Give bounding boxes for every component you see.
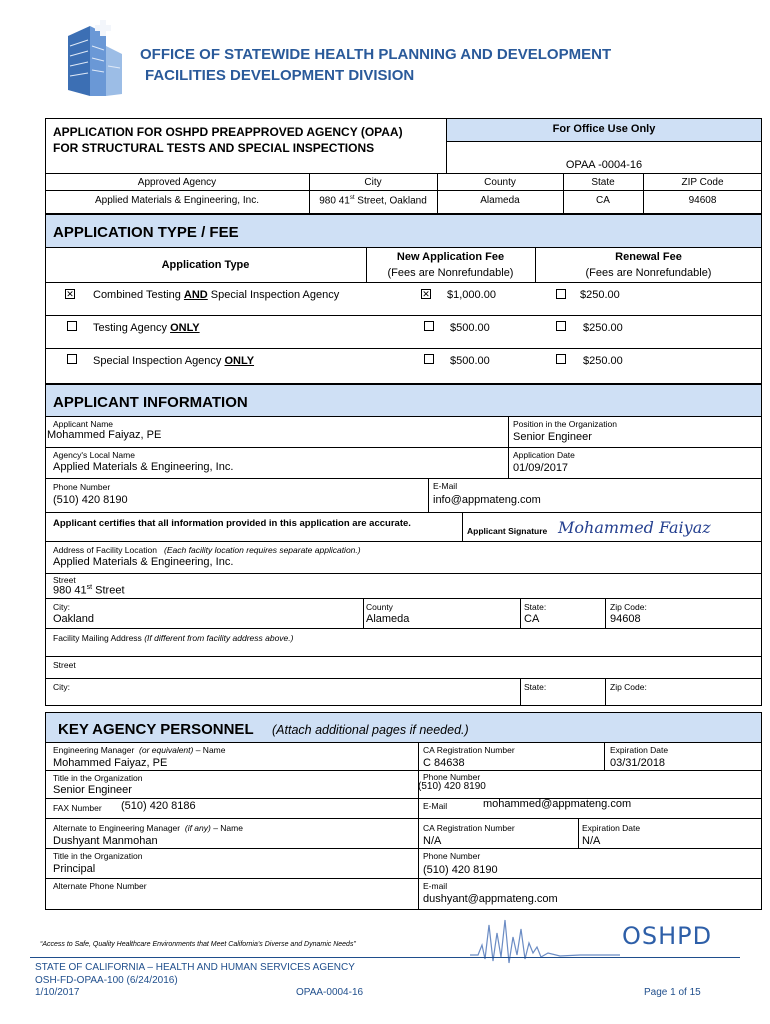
combined-type-checkbox[interactable]: ✕ [66,289,74,299]
header-line-2: FACILITIES DEVELOPMENT DIVISION [145,67,415,84]
position-label: Position in the Organization [513,419,617,429]
city-label: City: [53,602,70,612]
header-line-1: OFFICE OF STATEWIDE HEALTH PLANNING AND DEVELOPMENT [140,46,612,63]
special-renew-checkbox[interactable] [556,354,566,364]
app-type-header: Application Type [161,259,250,271]
special-new-checkbox[interactable] [424,354,434,364]
col-state: State [591,177,615,188]
office-use-header: For Office Use Only [447,119,761,141]
oshpd-building-logo [60,16,130,98]
testing-type-label: Testing Agency ONLY [93,322,200,334]
special-new-fee: $500.00 [450,355,490,367]
alternate-name-field[interactable]: Dushyant Manmohan [53,835,158,847]
alt-email-label: E-mail [423,881,448,891]
application-date-field[interactable]: 01/09/2017 [513,462,569,474]
alt-title-label: Title in the Organization [53,851,143,861]
col-approved-agency: Approved Agency [137,177,217,188]
footer-opaa: OPAA-0004-16 [296,987,364,998]
footer-agency: STATE OF CALIFORNIA – HEALTH AND HUMAN SERVICES AGENCY [35,962,355,973]
renewal-fee-header: Renewal Fee [615,251,682,263]
renewal-fee-sub: (Fees are Nonrefundable) [585,267,712,279]
personnel-note: (Attach additional pages if needed.) [272,723,469,737]
em-email-field[interactable]: mohammed@appmateng.com [483,798,632,810]
testing-new-fee: $500.00 [450,322,490,334]
city-field[interactable]: Oakland [53,613,94,625]
em-phone-label: Phone Number [423,772,481,782]
county-value: Alameda [480,195,520,206]
email-label: E-Mail [433,481,458,491]
position-field[interactable]: Senior Engineer [513,431,592,443]
title-label: Title in the Organization [53,773,143,783]
facility-name-field[interactable]: Applied Materials & Engineering, Inc. [53,556,234,568]
engineering-manager-field[interactable]: Mohammed Faiyaz, PE [53,757,168,769]
combined-new-fee: $1,000.00 [447,289,496,301]
mailing-city-label: City: [53,682,70,692]
col-county: County [484,177,516,188]
application-date-label: Application Date [513,450,575,460]
mailing-street-label: Street [53,660,76,670]
alt-alternate-phone-label: Alternate Phone Number [53,881,147,891]
testing-new-checkbox[interactable] [424,321,434,331]
alt-ca-registration-label: CA Registration Number [423,823,515,833]
ca-registration-label: CA Registration Number [423,745,515,755]
email-field[interactable]: info@appmateng.com [433,494,541,506]
zip-field[interactable]: 94608 [610,613,641,625]
agency-local-name-field[interactable]: Applied Materials & Engineering, Inc. [53,461,234,473]
combined-renew-checkbox[interactable] [556,289,566,299]
alt-phone-label: Phone Number [423,851,481,861]
special-type-label: Special Inspection Agency ONLY [93,355,255,367]
opaa-number: OPAA -0004-16 [565,159,643,171]
expiration-label: Expiration Date [610,745,669,755]
combined-new-checkbox[interactable]: ✕ [422,289,430,299]
title-field[interactable]: Senior Engineer [53,784,132,796]
street-field[interactable]: 980 41st Street [53,584,125,597]
combined-renew-fee: $250.00 [580,289,620,301]
mailing-state-label: State: [524,682,547,692]
certification-text: Applicant certifies that all information provided in this application are accurate. [53,518,411,529]
applicant-name-field[interactable]: Mohammed Faiyaz, PE [47,429,162,441]
special-type-checkbox[interactable] [67,354,77,364]
street-label: Street [53,575,76,585]
zip-label: Zip Code: [610,602,647,612]
em-email-label: E-Mail [423,801,448,811]
state-label: State: [524,602,547,612]
combined-type-label: Combined Testing AND Special Inspection Agency [93,289,340,301]
mailing-address-label: Facility Mailing Address (If different from facility address above.) [53,633,294,643]
new-fee-header: New Application Fee [396,251,505,263]
zip-value: 94608 [688,195,717,206]
phone-label: Phone Number [53,482,111,492]
state-value: CA [596,195,610,206]
city-value: 980 41st Street, Oakland [319,195,427,207]
em-phone-field[interactable]: (510) 420 8190 [418,781,486,792]
signature-label: Applicant Signature [467,526,548,536]
county-label: County [366,602,393,612]
col-city: City [364,177,382,188]
ca-registration-field[interactable]: C 84638 [423,757,465,769]
testing-renew-checkbox[interactable] [556,321,566,331]
alt-email-field[interactable]: dushyant@appmateng.com [423,893,558,905]
footer-page: Page 1 of 15 [644,987,701,998]
testing-renew-fee: $250.00 [583,322,623,334]
testing-type-checkbox[interactable] [67,321,77,331]
engineering-manager-label: Engineering Manager (or equivalent) – Name [53,745,226,755]
agency-local-name-label: Agency's Local Name [53,450,135,460]
applicant-signature[interactable]: Mohammed Faiyaz [558,518,711,537]
fee-section-title: APPLICATION TYPE / FEE [53,224,239,241]
fax-field[interactable]: (510) 420 8186 [121,800,196,812]
state-field[interactable]: CA [524,613,540,625]
county-field[interactable]: Alameda [366,613,410,625]
alt-title-field[interactable]: Principal [53,863,96,875]
oshpd-logo-text: OSHPD [622,922,713,950]
footer-form-number: OSH-FD-OPAA-100 (6/24/2016) [35,975,178,986]
alt-expiration-field[interactable]: N/A [582,835,601,847]
alt-expiration-label: Expiration Date [582,823,641,833]
applicant-name-label: Applicant Name [53,419,114,429]
expiration-field[interactable]: 03/31/2018 [610,757,666,769]
special-renew-fee: $250.00 [583,355,623,367]
facility-address-label: Address of Facility Location (Each facility location requires separate application.) [53,545,361,555]
fax-label: FAX Number [53,803,102,813]
phone-field[interactable]: (510) 420 8190 [53,494,128,506]
applicant-section-title: APPLICANT INFORMATION [53,394,248,411]
personnel-section-title: KEY AGENCY PERSONNEL [58,721,254,738]
page-header-title [140,44,611,86]
agency-value: Applied Materials & Engineering, Inc. [95,195,259,206]
alt-ca-registration-field[interactable]: N/A [423,835,442,847]
alternate-label: Alternate to Engineering Manager (if any) – Name [53,823,243,833]
footer-date: 1/10/2017 [35,987,80,998]
footer-tagline: “Access to Safe, Quality Healthcare Environments that Meet California’s Diverse and Dynamic Needs” [40,941,356,948]
application-title: APPLICATION FOR OSHPD PREAPPROVED AGENCY (OPAA) FOR STRUCTURAL TESTS AND SPECIAL INSPECTIONS [53,125,403,155]
alt-phone-field[interactable]: (510) 420 8190 [423,864,498,876]
new-fee-sub: (Fees are Nonrefundable) [387,267,514,279]
mailing-zip-label: Zip Code: [610,682,647,692]
col-zip: ZIP Code [681,177,724,188]
